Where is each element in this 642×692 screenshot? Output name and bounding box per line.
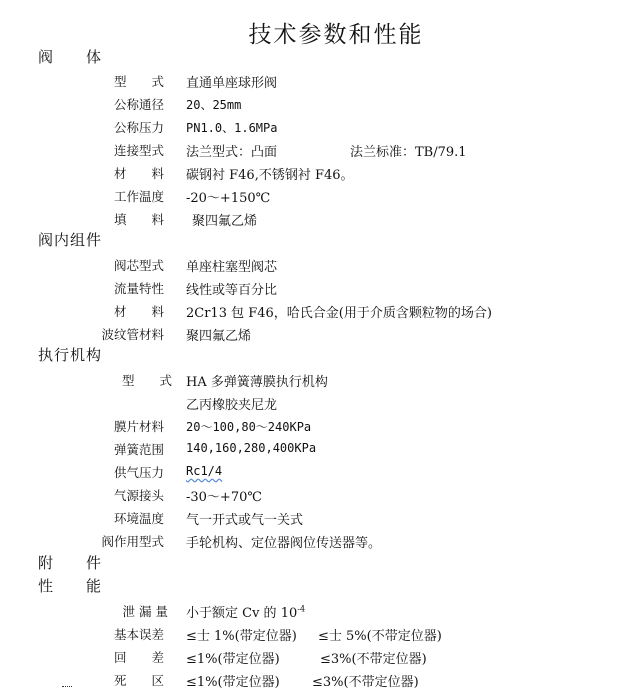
value-basic-error-with-positioner: ≤士 1%(带定位器) [186, 629, 297, 644]
value-flange-standard: 法兰标准：TB/79.1 [350, 145, 467, 160]
label-supply-pressure: 供气压力 [113, 465, 164, 480]
section-accessories: 附 件 [38, 554, 103, 572]
value-dead-band-without-positioner: ≤3%(不带定位器) [312, 675, 419, 690]
label-actuator-type: 型 式 [121, 373, 172, 388]
value-plug-type: 单座柱塞型阀芯 [186, 260, 278, 275]
label-bellows-material: 波纹管材料 [101, 327, 164, 342]
cut-off-text-marker [62, 686, 72, 689]
label-leakage: 泄 漏 量 [122, 604, 168, 619]
value-nominal-diameter: 20、25mm [186, 98, 242, 112]
value-trim-material: 2Cr13 包 F46，哈氏合金(用于介质含颗粒物的场合) [186, 306, 492, 321]
value-hysteresis-with-positioner: ≤1%(带定位器) [186, 652, 280, 667]
section-valve-body: 阀 体 [38, 48, 103, 66]
label-operating-temperature: 工作温度 [113, 189, 164, 204]
value-operating-temperature: -20～+150℃ [186, 191, 271, 206]
value-material: 碳钢衬 F46,不锈钢衬 F46。 [186, 168, 354, 183]
label-flow-characteristic: 流量特性 [113, 281, 164, 296]
label-air-connection: 气源接头 [113, 488, 164, 503]
label-material: 材 料 [113, 166, 164, 181]
value-accessories: 手轮机构、定位器阀位传送器等。 [186, 536, 382, 551]
page-title: 技术参数和性能 [248, 22, 424, 48]
label-connection-type: 连接型式 [113, 143, 164, 158]
section-valve-internals: 阀内组件 [38, 231, 103, 249]
label-type: 型 式 [113, 74, 164, 89]
value-actuator-type: HA 多弹簧薄膜执行机构 [186, 375, 328, 390]
value-flow-characteristic: 线性或等百分比 [186, 283, 278, 298]
label-hysteresis: 回 差 [113, 650, 164, 665]
value-packing: 聚四氟乙烯 [192, 214, 258, 229]
label-diaphragm-material: 膜片材料 [113, 419, 164, 434]
label-basic-error: 基本误差 [113, 627, 164, 642]
label-dead-band: 死 区 [113, 673, 164, 688]
label-action-type: 阀作用型式 [101, 534, 164, 549]
value-hysteresis-without-positioner: ≤3%(不带定位器) [320, 652, 427, 667]
value-dead-band-with-positioner: ≤1%(带定位器) [186, 675, 280, 690]
value-bellows-material: 聚四氟乙烯 [186, 329, 252, 344]
label-plug-type: 阀芯型式 [113, 258, 164, 273]
value-action-mode: 气一开式或气一关式 [186, 513, 304, 528]
label-nominal-diameter: 公称通径 [113, 97, 164, 112]
section-actuator: 执行机构 [38, 346, 103, 364]
value-basic-error-without-positioner: ≤士 5%(不带定位器) [318, 629, 442, 644]
value-type: 直通单座球形阀 [186, 76, 278, 91]
value-nominal-pressure: PN1.0、1.6MPa [186, 121, 278, 135]
label-spring-range: 弹簧范围 [113, 442, 164, 457]
leakage-exponent: -4 [297, 604, 306, 614]
label-trim-material: 材 料 [113, 304, 164, 319]
section-performance: 性 能 [38, 577, 103, 595]
value-diaphragm-material: 乙丙橡胶夹尼龙 [186, 398, 278, 413]
value-spring-range-1: 20～100,80～240KPa [186, 420, 312, 434]
label-packing: 填 料 [113, 212, 164, 227]
value-leakage: 小于额定 Cv 的 $10^{-4}$ [186, 604, 306, 621]
label-nominal-pressure: 公称压力 [113, 120, 164, 135]
value-ambient-temperature: -30～+70℃ [186, 490, 262, 505]
value-spring-range-2: 140,160,280,400KPa [186, 441, 317, 455]
label-ambient-temperature: 环境温度 [113, 511, 164, 526]
value-air-connection: Rc1/4 [186, 464, 223, 478]
value-connection-type: 法兰型式：凸面 [186, 145, 278, 160]
